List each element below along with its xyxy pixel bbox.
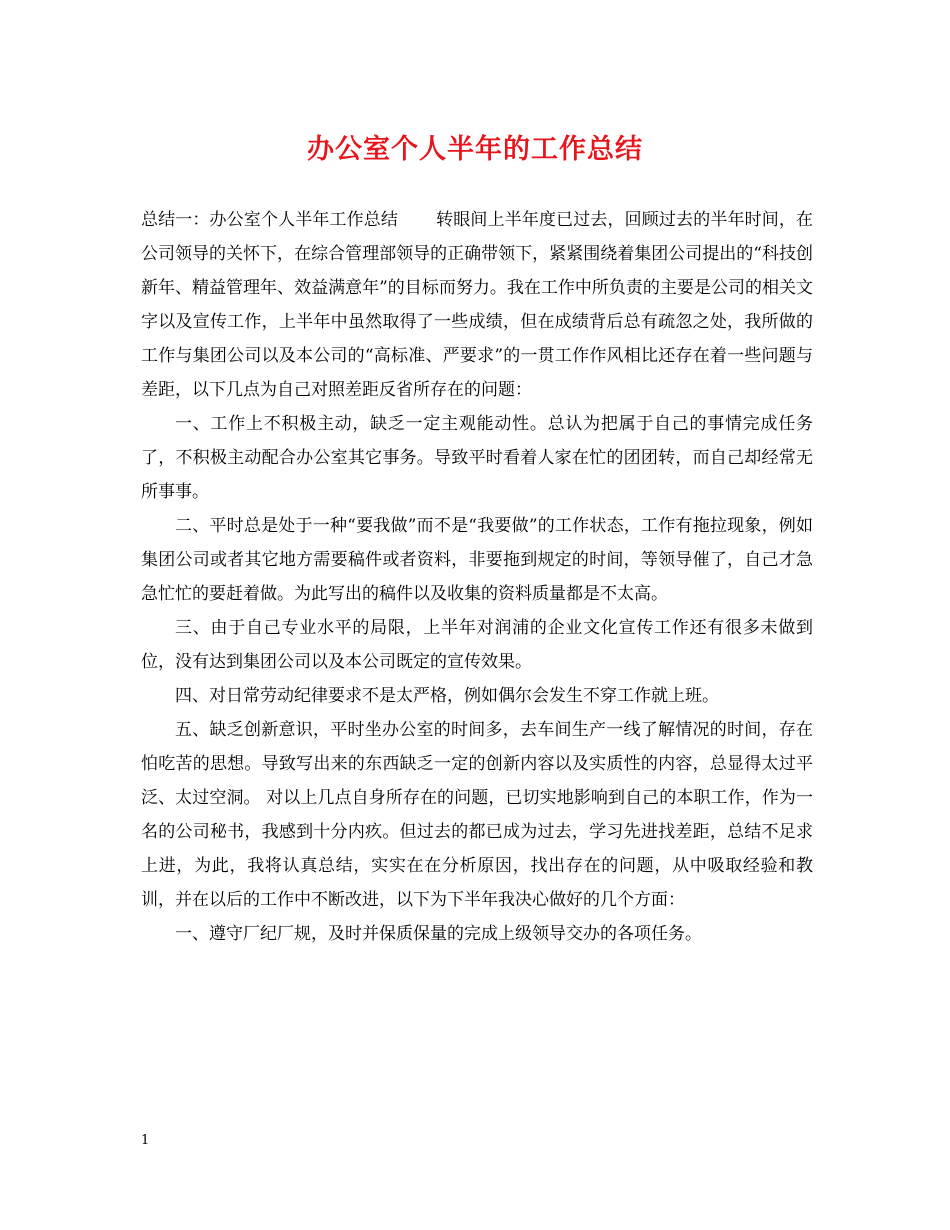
intro-heading: 总结一：办公室个人半年工作总结 [141, 210, 399, 230]
body-paragraph: 三、由于自己专业水平的局限，上半年对润浦的企业文化宣传工作还有很多未做到位，没有达到集团公司以及本公司既定的宣传效果。 [141, 618, 813, 672]
body-paragraph: 一、遵守厂纪厂规，及时并保质保量的完成上级领导交办的各项任务。 [175, 924, 702, 944]
body-paragraph: 二、平时总是处于一种“要我做”而不是“我要做”的工作状态，工作有拖拉现象，例如集团公司或者其它地方需要稿件或者资料，非要拖到规定的时间，等领导催了，自己才急急忙忙的要赶着做。为此写出的稿件以及收集的资料质量都是不太高。 [141, 516, 813, 604]
body-paragraph: 一、工作上不积极主动，缺乏一定主观能动性。总认为把属于自己的事情完成任务了，不积极主动配合办公室其它事务。导致平时看着人家在忙的团团转，而自己却经常无所事事。 [141, 414, 813, 502]
page-number: 1 [141, 1133, 150, 1148]
intro-text: 转眼间上半年度已过去，回顾过去的半年时间，在公司领导的关怀下，在综合管理部领导的正确带领下，紧紧围绕着集团公司提出的“科技创新年、精益管理年、效益满意年”的目标而努力。我在工作中所负责的主要是公司的相关文字以及宣传工作，上半年中虽然取得了一些成绩，但在成绩背后总有疏忽之处，我所做的工作与集团公司以及本公司的“高标准、严要求”的一贯工作作风相比还存在着一些问题与差距，以下几点为自己对照差距反省所存在的问题： [141, 210, 814, 400]
document-title: 办公室个人半年的工作总结 [307, 134, 643, 165]
document-body [141, 203, 813, 951]
intro-paragraph [141, 203, 813, 407]
body-paragraph: 四、对日常劳动纪律要求不是太严格，例如偶尔会发生不穿工作就上班。 [175, 686, 719, 706]
body-paragraph: 五、缺乏创新意识，平时坐办公室的时间多，去车间生产一线了解情况的时间，存在怕吃苦的思想。导致写出来的东西缺乏一定的创新内容以及实质性的内容，总显得太过平泛、太过空洞。 对以上几点自身所存在的问题，已切实地影响到自己的本职工作，作为一名的公司秘书，我感到十分内疚。但过去的都已成为过去，学习先进找差距，总结不足求上进，为此，我将认真总结，实实在在分析原因，找出存在的问题，从中吸取经验和教训，并在以后的工作中不断改进，以下为下半年我决心做好的几个方面： [141, 720, 813, 910]
